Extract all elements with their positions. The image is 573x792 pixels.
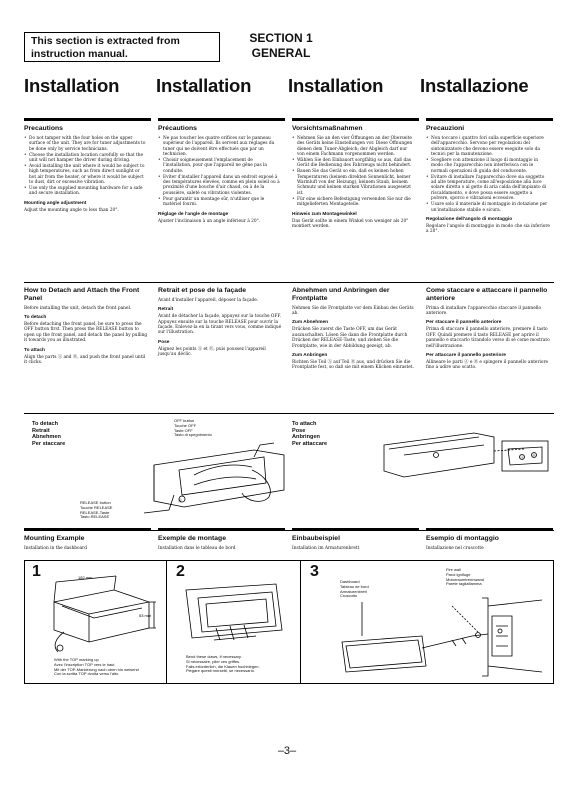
part-a-label: Ⓐ <box>520 455 524 460</box>
language-titles <box>24 75 554 97</box>
angle-text: Das Gerät sollte in einem Winkel von weniger als 20° montiert werden. <box>292 218 409 229</box>
mount-rule-2 <box>158 528 285 531</box>
firewall-line: Motorraumtrennwand <box>446 576 485 582</box>
mount-fig-top-rule <box>24 560 554 561</box>
release-label: RELEASE button <box>80 500 111 505</box>
front-panel-intro: Prima di installare l'apparecchio staccare il pannello anteriore. <box>426 305 542 316</box>
precaution-item: • Pour garantir un montage sûr, n'utiliser que le matériel fourni. <box>158 197 282 208</box>
mount-fig-divider-1 <box>166 560 167 683</box>
attach-text: Alignez les points Ⓐ et Ⓑ, puis poussez l'appareil jusqu'au déclic. <box>158 346 266 358</box>
detach-attach-figure <box>24 415 554 530</box>
mounting-heading: Mounting Example <box>24 535 85 542</box>
precaution-item: • Bauen Sie das Gerät so ein, daß es keinen hohen Temperaturen (keinem direkten Sonnenlicht, keiner Warmluft von der Heizung), keinem Staub, keinem Schmutz und keinen starken Vibrationen ausgesetzt ist. <box>292 169 416 196</box>
angle-heading: Mounting angle adjustment <box>24 200 87 206</box>
attach-heading: To attach <box>24 347 45 353</box>
angle-text: Ajuster l'inclinaison à un angle inférieur à 20°. <box>158 218 261 224</box>
mount-rule-3 <box>292 528 419 531</box>
precautions-italian <box>426 125 550 236</box>
section-divider <box>24 282 554 283</box>
bend-claws-note <box>186 655 260 674</box>
attach-text: Richten Sie Teil Ⓐ auf Teil Ⓑ aus, und drücken Sie die Frontplatte fest, so daß sie mit einem Klicken einrastet. <box>292 360 414 371</box>
front-panel-heading: Retrait et pose de la façade <box>158 287 247 294</box>
mounting-sub: Installazione nel cruscotte <box>426 545 484 551</box>
firewall-line: Fire wall <box>446 567 461 572</box>
precaution-item: • Nehmen Sie an den vier Öffnungen an der Oberseite des Geräts keine Einstellungen vor. Diese Öffnungen dienen dem Tuner-Abgleich; der Abgleich darf nur von einem Fachmann vorgenommen werden. <box>292 136 416 158</box>
bend-claws-line: Bend these claws, if necessary. <box>186 654 242 659</box>
precautions-heading: Vorsichtsmaßnahmen <box>292 125 363 132</box>
title-italian: Installazione <box>420 75 529 96</box>
title-rule-2 <box>158 118 285 121</box>
mounting-sleeve-shape <box>54 590 149 642</box>
unit-in-dash-shape <box>342 636 426 672</box>
section-number: SECTION 1 <box>249 31 313 45</box>
title-rule-3 <box>292 118 419 121</box>
top-marking-line: Mit der TOP-Markierung nach oben hin weisend <box>54 666 139 672</box>
front-panel-heading: Abnehmen und Anbringen der Frontplatte <box>292 287 390 302</box>
mounting-sub: Installation dans le tableau de bord <box>158 545 236 551</box>
firewall-label <box>446 568 484 587</box>
attach-label: Per attaccare <box>292 440 328 447</box>
front-panel-heading: Come staccare e attaccare il pannello anteriore <box>426 287 548 302</box>
front-panel-shape <box>179 457 266 495</box>
mounting-french <box>158 535 282 552</box>
precaution-item: • Choose the installation location carefully so that the unit will not hamper the driver during driving. <box>24 153 148 164</box>
precaution-item: • Avoid installing the unit where it would be subject to high temperatures, such as from direct sunlight or hot air from the heater, or where it would be subject to dust, dirt or excessive vibration. <box>24 164 148 186</box>
mounting-sub: Installation in the dashboard <box>24 545 87 551</box>
detach-text: Drücken Sie zuerst die Taste OFF, um das Gerät auszuschalten. Lösen Sie dann die Frontplatte durch Drücken der RELEASE-Taste, und ziehen Sie die Frontplatte, wie in der Abbildung gezeigt, ab. <box>292 327 408 349</box>
front-panel-heading: How to Detach and Attach the Front Panel <box>24 287 140 302</box>
title-rule-4 <box>426 118 553 121</box>
attach-heading: Pose <box>158 339 170 345</box>
angle-heading: Hinweis zum Montagewinkel <box>292 211 357 217</box>
angle-heading: Réglage de l'angle de montage <box>158 211 229 217</box>
part-a-label: Ⓐ <box>178 498 182 503</box>
angle-heading: Regolazione dell'angolo di montaggio <box>426 216 513 222</box>
precaution-item: • Non toccare i quattro fori sulla superficie superiore dell'apparecchio. Servono per regolazioni del sintonizzatore che devono essere eseguite solo da tecnici per la manutenzione. <box>426 136 550 158</box>
dashboard-line: Dashboard <box>340 579 360 584</box>
release-label: Tasto RELEASE <box>80 514 110 520</box>
title-english: Installation <box>24 75 120 96</box>
angle-text: Regolare l'angolo di montaggio in modo che sia inferiore a 20°. <box>426 223 550 235</box>
dashboard-line: Armaturenbrett <box>340 588 367 594</box>
width-dimension-label: 182 mm <box>78 575 93 580</box>
off-label: Touche OFF <box>174 422 197 428</box>
detach-text: Prima di staccare il pannello anteriore, premere il tasto OFF. Quindi premere il tasto RELEASE per aprire il pannello e staccarlo tirandolo verso di sé come mostrato nell'illustrazione. <box>426 327 550 349</box>
mounting-heading: Exemple de montage <box>158 535 226 542</box>
precautions-german <box>292 125 416 230</box>
panel-shape <box>384 433 494 477</box>
precautions-heading: Precautions <box>24 125 63 132</box>
notice-line-2: instruction manual. <box>31 48 128 60</box>
off-label: Tasto di spegnimento <box>174 432 212 438</box>
extract-notice-box <box>24 32 220 62</box>
dashboard-line: Cruscotto <box>340 593 358 599</box>
front-panel-intro: Nehmen Sie die Frontplatte vor dem Einbau des Geräts ab. <box>292 305 414 316</box>
mounting-heading: Esempio di montaggio <box>426 535 499 542</box>
step-2-illustration <box>176 580 294 655</box>
front-panel-english <box>24 287 148 366</box>
front-panel-german <box>292 287 416 372</box>
firewall-line: Parete tagliafiamma <box>446 581 482 587</box>
attach-text: Align the parts Ⓐ and Ⓑ, and push the front panel until it clicks. <box>24 354 146 366</box>
release-label: Touche RELEASE <box>80 504 113 510</box>
figure-top-rule <box>24 413 554 414</box>
attach-illustration <box>374 425 554 495</box>
height-dimension-label: 53 mm <box>139 613 152 618</box>
support-strap-shape <box>422 634 488 648</box>
attach-heading: Zum Anbringen <box>292 353 328 359</box>
precaution-item: • Choisir soigneusement l'emplacement de l'installation, pour que l'appareil ne gêne pas la conduite. <box>158 158 282 174</box>
detach-label: Abnehmen <box>32 434 61 441</box>
detach-label: Per staccare <box>32 440 66 447</box>
page-number: –3– <box>277 745 297 757</box>
bend-claws-line: Falls erforderlich, die Klauen hochbiegen. <box>186 663 260 669</box>
detach-heading: Per staccare il pannello anteriore <box>426 320 502 326</box>
detach-label: Retrait <box>32 427 50 434</box>
mount-fig-divider-2 <box>300 560 301 683</box>
section-title: GENERAL <box>251 46 311 60</box>
precaution-item: • Do not tamper with the four holes on the upper surface of the unit. They are for tuner adjustments to be done only by service technicians. <box>24 136 148 152</box>
attach-label: Anbringen <box>292 434 320 441</box>
detach-illustration <box>134 432 294 525</box>
attach-text: Allineare le parti Ⓐ e Ⓑ e spingere il pannello anteriore fino a udire uno scatto. <box>426 360 549 371</box>
attach-label: Pose <box>292 427 306 434</box>
precautions-french <box>158 125 282 225</box>
detach-heading: Retrait <box>158 307 174 313</box>
bend-claws-line: Piegare questi morsetti, se necessario. <box>186 668 255 674</box>
mount-rule-1 <box>24 528 151 531</box>
part-b-label: Ⓑ <box>532 453 536 458</box>
step-1-illustration <box>44 572 162 660</box>
mount-rule-4 <box>426 528 553 531</box>
front-panel-intro: Before installing the unit, detach the front panel. <box>24 305 132 311</box>
front-panel-french <box>158 287 282 359</box>
attach-label: To attach <box>292 421 317 427</box>
top-marking-line: With the TOP marking up <box>54 657 99 662</box>
firewall-shape <box>482 598 488 676</box>
angle-text: Adjust the mounting angle to less than 20°. <box>24 207 119 213</box>
title-rule-1 <box>24 118 151 121</box>
notice-line-1: This section is extracted from <box>31 35 180 47</box>
precaution-item: • Evitare di installare l'apparecchio dove sia soggetto ad alte temperature, come all'esposizione alla luce solare diretta o al getto di aria calda dell'impianto di riscaldamento, o dove possa essere soggetto a polvere, sporco e vibrazioni eccessive. <box>426 175 550 202</box>
detach-heading: To detach <box>24 315 47 320</box>
mounting-german <box>292 535 416 552</box>
precaution-item: • Usare solo il materiale di montaggio in dotazione per un'installazione stabile e sicura. <box>426 202 550 213</box>
detach-heading: Zum Abnehmen <box>292 320 329 326</box>
mount-fig-left-rule <box>24 560 25 683</box>
mounting-sub: Installation im Armaturenbrett <box>292 545 360 551</box>
firewall-line: Paroi ignifuge <box>446 571 471 577</box>
attach-labels <box>292 421 327 447</box>
title-german: Installation <box>288 75 384 96</box>
precautions-english <box>24 125 148 214</box>
precaution-item: • Use only the supplied mounting hardware for a safe and secure installation. <box>24 186 148 197</box>
dashboard-line: Tableau de bord <box>340 583 369 589</box>
precaution-item: • Ne pas toucher les quatre orifices sur le panneau supérieur de l'appareil. Ils servent aux réglages du tuner qui ne doivent être effectués que par un technicien. <box>158 136 282 158</box>
step-3-number: 3 <box>310 563 319 580</box>
release-button-labels <box>80 501 112 520</box>
step-1-number: 1 <box>32 563 41 580</box>
off-label: Taste OFF <box>174 427 193 433</box>
mounting-italian <box>426 535 550 552</box>
mounting-heading: Einbaubeispiel <box>292 535 340 542</box>
detach-labels <box>32 421 65 447</box>
detach-label: To detach <box>32 421 59 427</box>
off-label: OFF button <box>174 418 195 423</box>
top-marking-line: Avec l'inscription TOP vers le haut <box>54 661 115 667</box>
front-panel-intro: Avant d'installer l'appareil, déposer la façade. <box>158 297 259 303</box>
detach-text: Before detaching the front panel, be sure to press the OFF button first. Then press the RELEASE button to open up the front panel, and detach the panel by pulling it towards you as illustrated. <box>24 322 148 344</box>
mount-fig-bottom-rule <box>24 683 554 684</box>
step-3-illustration <box>312 593 550 680</box>
mount-fig-right-rule <box>553 560 554 683</box>
precaution-item: • Für eine sichere Befestigung verwenden Sie nur die mitgelieferten Montageteile. <box>292 197 416 208</box>
detach-text: Avant de détacher la façade, appuyez sur la touche OFF. Appuyez ensuite sur la touche RELEASE pour ouvrir la façade. Enlevez-la en la tirant vers vous, comme indiqué sur l'illustration. <box>158 314 282 336</box>
top-marking-line: Con la scritta TOP rivolta verso l'alto <box>54 671 119 677</box>
precaution-item: • Eviter d'installer l'appareil dans un endroit exposé à des températures élevées, comme en plein soleil ou à proximité d'une bouche d'air chaud, ou à de la poussière, saleté ou vibrations violentes. <box>158 175 282 197</box>
step-2-number: 2 <box>176 563 185 580</box>
title-french: Installation <box>156 75 252 96</box>
mounting-english <box>24 535 148 552</box>
precaution-item: • Wählen Sie den Einbauort sorgfältig so aus, daß das Gerät die Bedienung des Fahrzeugs nicht behindert. <box>292 158 416 169</box>
attach-heading: Per attaccare il pannello posteriore <box>426 353 506 359</box>
precaution-item: • Scegliere con attenzione il luogo di montaggio in modo che l'apparecchio non interferisca con le normali operazioni di guida del conducente. <box>426 158 550 174</box>
precautions-heading: Precauzioni <box>426 125 465 132</box>
front-panel-italian <box>426 287 550 372</box>
top-marking-note <box>54 658 139 677</box>
bend-claws-line: Si nécessaire, plier ces griffes. <box>186 658 241 664</box>
section-heading <box>236 31 326 61</box>
release-label: RELEASE-Taste <box>80 509 110 515</box>
precautions-heading: Précautions <box>158 125 197 132</box>
